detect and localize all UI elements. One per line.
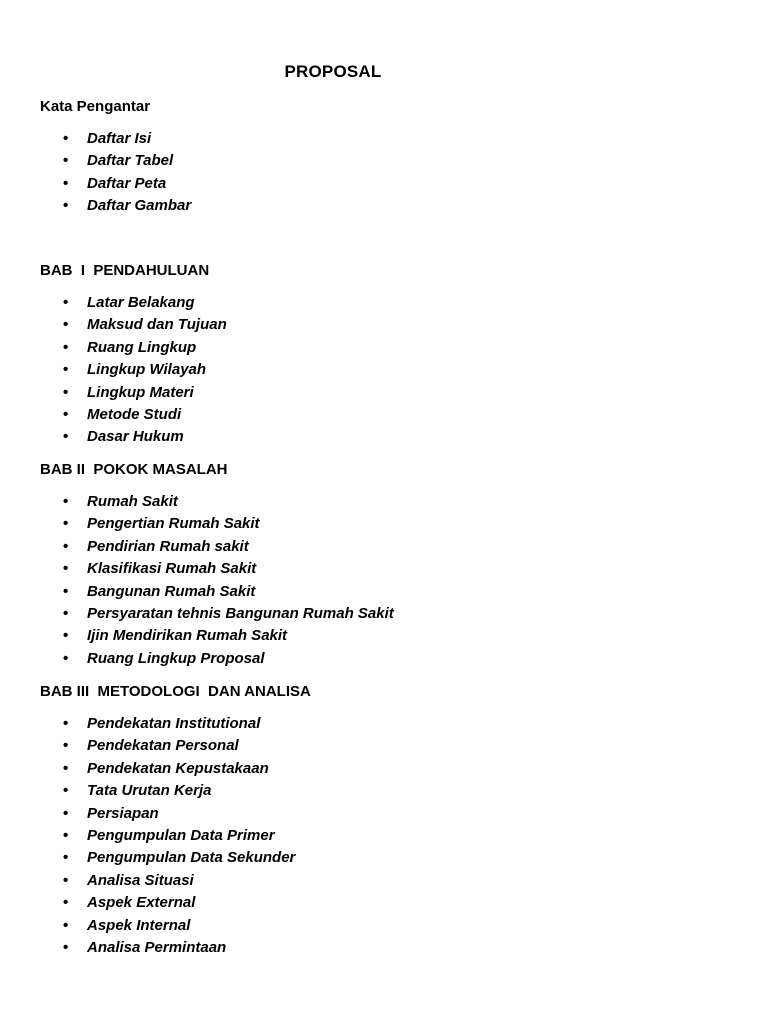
bullet-icon: • <box>63 804 69 822</box>
bullet-icon: • <box>63 715 69 732</box>
bullet-icon: • <box>63 916 69 934</box>
bullet-icon: • <box>63 582 69 600</box>
document-page: PROPOSAL Kata Pengantar • Daftar Isi • Daftar Tabel • Daftar Peta • Daftar Gambar BAB I PENDAHULUAN • Latar Belakang • Maksud dan Tujuan • Ruang Lingkup • Lingkup Wilayah • Lingkup Materi • Metode Studi • Dasar Hukum BAB II POKOK MASALAH • Rumah Sakit • Pengertian Rumah Sakit • Pendirian Rumah sakit • Klasifikasi Rumah Sakit • Bangunan Rumah Sakit • Persyaratan tehnis Bangunan Rumah Sakit • Ijin Mendirikan Rumah Sakit • Ruang Lingkup Proposal BAB III METODOLOGI DAN ANALISA • Pendekatan Institutional • Pendekatan Personal • Pendekatan Kepustakaan • Tata Urutan Kerja • Persiapan • Pengumpulan Data Primer • Pengumpulan Data Sekunder • Analisa Situasi • Aspek External • Aspek Internal • Analisa Permintaan <box>0 0 768 1024</box>
bullet-icon: • <box>63 938 69 956</box>
bullet-icon: • <box>63 383 69 401</box>
bullet-icon: • <box>63 826 69 844</box>
section-heading-bab-3: BAB III METODOLOGI DAN ANALISA <box>40 683 311 700</box>
document-title: PROPOSAL <box>284 62 382 81</box>
bullet-icon: • <box>63 428 69 446</box>
bullet-icon: • <box>63 294 69 311</box>
bullet-icon: • <box>63 849 69 867</box>
bullet-icon: • <box>63 338 69 356</box>
bullet-icon: • <box>63 130 69 147</box>
section-heading-kata-pengantar: Kata Pengantar <box>40 98 151 115</box>
bullet-icon: • <box>63 152 69 170</box>
bullet-icon: • <box>63 197 69 215</box>
bullet-icon: • <box>63 871 69 889</box>
bullet-icon: • <box>63 515 69 533</box>
bullet-icon: • <box>63 361 69 379</box>
bullet-icon: • <box>63 560 69 578</box>
bullet-icon: • <box>63 649 69 667</box>
bullet-icon: • <box>63 405 69 423</box>
bullet-icon: • <box>63 894 69 912</box>
bullet-icon: • <box>63 782 69 800</box>
section-heading-bab-1: BAB I PENDAHULUAN <box>40 262 210 279</box>
bullet-icon: • <box>63 759 69 777</box>
bullet-icon: • <box>63 537 69 555</box>
bullet-icon: • <box>63 627 69 645</box>
bullet-icon: • <box>63 493 69 510</box>
bullet-icon: • <box>63 316 69 334</box>
bullet-icon: • <box>63 737 69 755</box>
bullet-icon: • <box>63 174 69 192</box>
bullet-icon: • <box>63 604 69 622</box>
section-heading-bab-2: BAB II POKOK MASALAH <box>40 461 228 478</box>
